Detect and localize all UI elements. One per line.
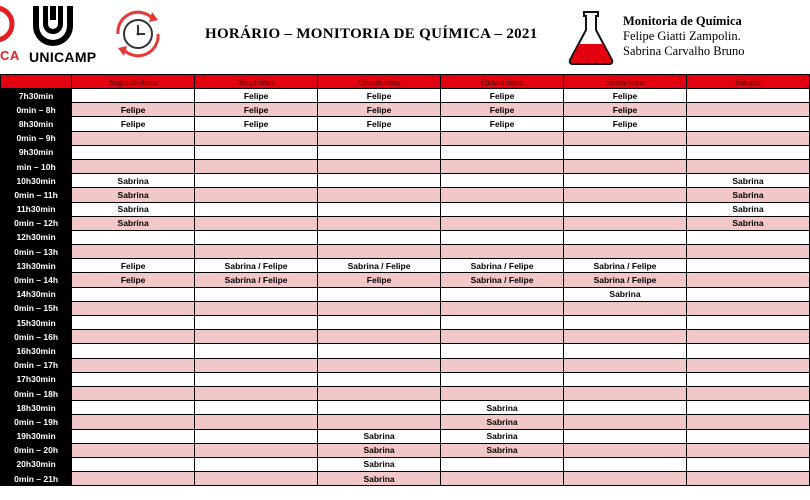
schedule-cell [441, 301, 564, 315]
schedule-cell [441, 174, 564, 188]
schedule-cell: Felipe [441, 103, 564, 117]
schedule-cell [318, 145, 441, 159]
time-slot-label: 0min – 21h [1, 472, 72, 486]
schedule-cell [195, 344, 318, 358]
page-title: HORÁRIO – MONITORIA DE QUÍMICA – 2021 [205, 26, 538, 42]
schedule-cell [318, 202, 441, 216]
schedule-cell [686, 159, 809, 173]
schedule-cell [564, 145, 687, 159]
table-row [1, 457, 810, 471]
schedule-cell: Felipe [72, 259, 195, 273]
time-slot-label: 14h30min [1, 287, 72, 301]
schedule-table-container [0, 74, 764, 500]
schedule-cell [318, 131, 441, 145]
schedule-cell [686, 259, 809, 273]
table-row [1, 202, 810, 216]
schedule-cell: Sabrina [686, 216, 809, 230]
time-slot-label: 17h30min [1, 372, 72, 386]
schedule-cell [441, 472, 564, 486]
table-row [1, 145, 810, 159]
table-row [1, 188, 810, 202]
table-row [1, 301, 810, 315]
schedule-cell [441, 159, 564, 173]
day-header: Segunda-feira [72, 75, 195, 89]
schedule-cell: Felipe [195, 117, 318, 131]
schedule-cell: Sabrina [564, 287, 687, 301]
table-row [1, 330, 810, 344]
day-header: Sexta-feira [564, 75, 687, 89]
schedule-cell [564, 443, 687, 457]
schedule-cell [318, 230, 441, 244]
time-slot-label: 15h30min [1, 316, 72, 330]
schedule-cell: Sabrina [686, 202, 809, 216]
schedule-cell [195, 301, 318, 315]
time-slot-label: 0min – 16h [1, 330, 72, 344]
schedule-cell [441, 245, 564, 259]
schedule-cell [72, 287, 195, 301]
time-slot-label: 16h30min [1, 344, 72, 358]
schedule-cell [441, 372, 564, 386]
schedule-cell [318, 159, 441, 173]
schedule-cell [441, 457, 564, 471]
schedule-cell [564, 202, 687, 216]
schedule-cell [686, 386, 809, 400]
table-row [1, 429, 810, 443]
schedule-cell: Felipe [318, 117, 441, 131]
table-row [1, 259, 810, 273]
schedule-cell [195, 372, 318, 386]
schedule-cell [195, 429, 318, 443]
time-slot-label: 0min – 19h [1, 415, 72, 429]
schedule-cell [195, 131, 318, 145]
schedule-cell [195, 216, 318, 230]
table-row [1, 372, 810, 386]
table-row [1, 401, 810, 415]
schedule-cell [318, 287, 441, 301]
schedule-cell: Sabrina [318, 472, 441, 486]
schedule-cell: Felipe [318, 273, 441, 287]
schedule-cell [195, 401, 318, 415]
schedule-cell [564, 401, 687, 415]
table-row [1, 287, 810, 301]
schedule-cell: Sabrina / Felipe [441, 259, 564, 273]
schedule-table [0, 74, 810, 486]
schedule-cell [441, 344, 564, 358]
schedule-cell: Sabrina / Felipe [195, 273, 318, 287]
schedule-cell [318, 316, 441, 330]
schedule-cell [564, 216, 687, 230]
schedule-cell [195, 287, 318, 301]
schedule-cell [686, 287, 809, 301]
institute-logo-icon [0, 4, 14, 44]
schedule-cell [195, 330, 318, 344]
schedule-cell: Felipe [318, 103, 441, 117]
clock-cycle-icon [108, 4, 168, 64]
table-row [1, 316, 810, 330]
schedule-cell [686, 358, 809, 372]
schedule-cell [564, 330, 687, 344]
schedule-cell [441, 230, 564, 244]
schedule-cell [72, 401, 195, 415]
schedule-cell [686, 273, 809, 287]
table-row [1, 415, 810, 429]
day-header: Quinta-feira [441, 75, 564, 89]
time-slot-label: 0min – 12h [1, 216, 72, 230]
schedule-cell [195, 457, 318, 471]
schedule-body [1, 89, 810, 486]
schedule-cell [441, 202, 564, 216]
schedule-cell [72, 330, 195, 344]
schedule-cell: Felipe [72, 103, 195, 117]
schedule-cell [72, 429, 195, 443]
day-header: Quarta-feira [318, 75, 441, 89]
schedule-cell [318, 301, 441, 315]
time-slot-label: 9h30min [1, 145, 72, 159]
unicamp-logo-text: UNICAMP [29, 49, 97, 65]
schedule-cell [318, 245, 441, 259]
schedule-cell: Sabrina / Felipe [318, 259, 441, 273]
schedule-cell [686, 117, 809, 131]
schedule-cell [318, 386, 441, 400]
table-row [1, 472, 810, 486]
table-row [1, 89, 810, 103]
time-slot-label: 13h30min [1, 259, 72, 273]
schedule-cell [564, 429, 687, 443]
table-row [1, 117, 810, 131]
schedule-cell [441, 145, 564, 159]
schedule-cell [564, 245, 687, 259]
schedule-cell [318, 216, 441, 230]
schedule-cell [318, 372, 441, 386]
header-row [1, 75, 810, 89]
schedule-cell: Sabrina [72, 216, 195, 230]
schedule-cell [441, 287, 564, 301]
schedule-cell [318, 330, 441, 344]
time-slot-label: 0min – 17h [1, 358, 72, 372]
schedule-cell: Sabrina [441, 415, 564, 429]
schedule-cell [318, 174, 441, 188]
schedule-cell: Felipe [72, 117, 195, 131]
schedule-cell [441, 316, 564, 330]
schedule-cell [72, 159, 195, 173]
schedule-cell [441, 216, 564, 230]
schedule-cell [686, 457, 809, 471]
schedule-cell [72, 358, 195, 372]
schedule-cell [564, 358, 687, 372]
schedule-cell [72, 145, 195, 159]
schedule-cell: Sabrina [318, 457, 441, 471]
schedule-cell [195, 316, 318, 330]
schedule-cell [686, 401, 809, 415]
schedule-cell [686, 103, 809, 117]
schedule-cell [195, 159, 318, 173]
corner-cell [1, 75, 72, 89]
table-row [1, 245, 810, 259]
time-slot-label: 0min – 9h [1, 131, 72, 145]
schedule-cell [564, 230, 687, 244]
table-row [1, 230, 810, 244]
table-row [1, 159, 810, 173]
schedule-cell: Felipe [318, 89, 441, 103]
schedule-cell [318, 188, 441, 202]
schedule-cell [564, 316, 687, 330]
table-row [1, 103, 810, 117]
schedule-cell [564, 386, 687, 400]
time-slot-label: 0min – 20h [1, 443, 72, 457]
schedule-cell: Sabrina [318, 429, 441, 443]
schedule-cell [195, 443, 318, 457]
schedule-cell [686, 230, 809, 244]
schedule-cell [195, 202, 318, 216]
schedule-cell: Felipe [441, 89, 564, 103]
table-row [1, 216, 810, 230]
schedule-cell [686, 429, 809, 443]
schedule-cell: Sabrina / Felipe [195, 259, 318, 273]
table-row [1, 174, 810, 188]
schedule-cell [564, 472, 687, 486]
schedule-cell [195, 145, 318, 159]
day-header: Sábado [686, 75, 809, 89]
time-slot-label: 0min – 15h [1, 301, 72, 315]
schedule-cell [72, 372, 195, 386]
schedule-cell [564, 372, 687, 386]
time-slot-label: 11h30min [1, 202, 72, 216]
schedule-cell: Felipe [195, 89, 318, 103]
schedule-cell [686, 415, 809, 429]
schedule-cell [72, 386, 195, 400]
table-row [1, 386, 810, 400]
schedule-cell [72, 230, 195, 244]
schedule-cell [195, 188, 318, 202]
time-slot-label: 0min – 14h [1, 273, 72, 287]
schedule-cell [195, 358, 318, 372]
schedule-cell: Felipe [441, 117, 564, 131]
schedule-cell [72, 443, 195, 457]
schedule-cell: Sabrina [686, 188, 809, 202]
time-slot-label: 20h30min [1, 457, 72, 471]
schedule-cell: Felipe [564, 117, 687, 131]
schedule-cell [686, 472, 809, 486]
schedule-cell [195, 472, 318, 486]
schedule-cell [195, 245, 318, 259]
schedule-cell [686, 330, 809, 344]
schedule-cell [564, 344, 687, 358]
schedule-cell [564, 159, 687, 173]
schedule-cell [564, 457, 687, 471]
schedule-cell [564, 415, 687, 429]
schedule-cell [318, 358, 441, 372]
schedule-cell [72, 316, 195, 330]
schedule-cell: Felipe [564, 103, 687, 117]
institute-logo-text: CA [0, 48, 20, 63]
schedule-cell: Sabrina / Felipe [564, 273, 687, 287]
schedule-cell [72, 131, 195, 145]
schedule-cell [686, 245, 809, 259]
document-header [0, 0, 750, 74]
table-row [1, 344, 810, 358]
table-row [1, 443, 810, 457]
schedule-cell [441, 330, 564, 344]
time-slot-label: 12h30min [1, 230, 72, 244]
unicamp-logo-icon [30, 2, 76, 48]
schedule-cell: Sabrina [72, 174, 195, 188]
schedule-cell [72, 245, 195, 259]
schedule-cell: Sabrina [441, 443, 564, 457]
table-row [1, 358, 810, 372]
schedule-cell: Sabrina [318, 443, 441, 457]
time-slot-label: min – 10h [1, 159, 72, 173]
schedule-cell [72, 457, 195, 471]
schedule-cell: Sabrina [72, 202, 195, 216]
time-slot-label: 18h30min [1, 401, 72, 415]
table-row [1, 273, 810, 287]
schedule-cell [686, 316, 809, 330]
schedule-cell [441, 386, 564, 400]
schedule-cell [441, 358, 564, 372]
schedule-cell [686, 443, 809, 457]
schedule-cell [441, 131, 564, 145]
time-slot-label: 0min – 11h [1, 188, 72, 202]
schedule-cell [441, 188, 564, 202]
schedule-cell [686, 89, 809, 103]
schedule-cell [686, 372, 809, 386]
time-slot-label: 19h30min [1, 429, 72, 443]
table-row [1, 131, 810, 145]
schedule-cell: Sabrina [72, 188, 195, 202]
schedule-cell [564, 174, 687, 188]
schedule-cell [195, 415, 318, 429]
schedule-cell [72, 415, 195, 429]
schedule-cell [686, 145, 809, 159]
schedule-cell [318, 415, 441, 429]
schedule-cell: Felipe [72, 273, 195, 287]
schedule-cell [564, 131, 687, 145]
schedule-cell [686, 344, 809, 358]
credits-name-2: Sabrina Carvalho Bruno [623, 44, 745, 58]
schedule-cell [318, 344, 441, 358]
schedule-cell [195, 386, 318, 400]
schedule-cell: Sabrina [441, 429, 564, 443]
credits-title: Monitoria de Química [623, 14, 742, 28]
schedule-cell: Felipe [564, 89, 687, 103]
schedule-cell: Felipe [195, 103, 318, 117]
credits [623, 14, 745, 59]
schedule-cell [318, 401, 441, 415]
time-slot-label: 0min – 13h [1, 245, 72, 259]
schedule-cell: Sabrina / Felipe [441, 273, 564, 287]
schedule-cell [72, 301, 195, 315]
time-slot-label: 0min – 18h [1, 386, 72, 400]
schedule-cell [686, 301, 809, 315]
schedule-cell [564, 188, 687, 202]
schedule-cell: Sabrina / Felipe [564, 259, 687, 273]
schedule-cell: Sabrina [441, 401, 564, 415]
schedule-cell [72, 89, 195, 103]
schedule-cell [195, 230, 318, 244]
time-slot-label: 10h30min [1, 174, 72, 188]
schedule-cell [72, 472, 195, 486]
time-slot-label: 0min – 8h [1, 103, 72, 117]
time-slot-label: 7h30min [1, 89, 72, 103]
day-header: Terça-feira [195, 75, 318, 89]
schedule-cell [564, 301, 687, 315]
schedule-cell: Sabrina [686, 174, 809, 188]
credits-name-1: Felipe Giatti Zampolin. [623, 29, 741, 43]
schedule-cell [72, 344, 195, 358]
flask-icon [568, 10, 614, 66]
time-slot-label: 8h30min [1, 117, 72, 131]
schedule-cell [195, 174, 318, 188]
schedule-cell [686, 131, 809, 145]
